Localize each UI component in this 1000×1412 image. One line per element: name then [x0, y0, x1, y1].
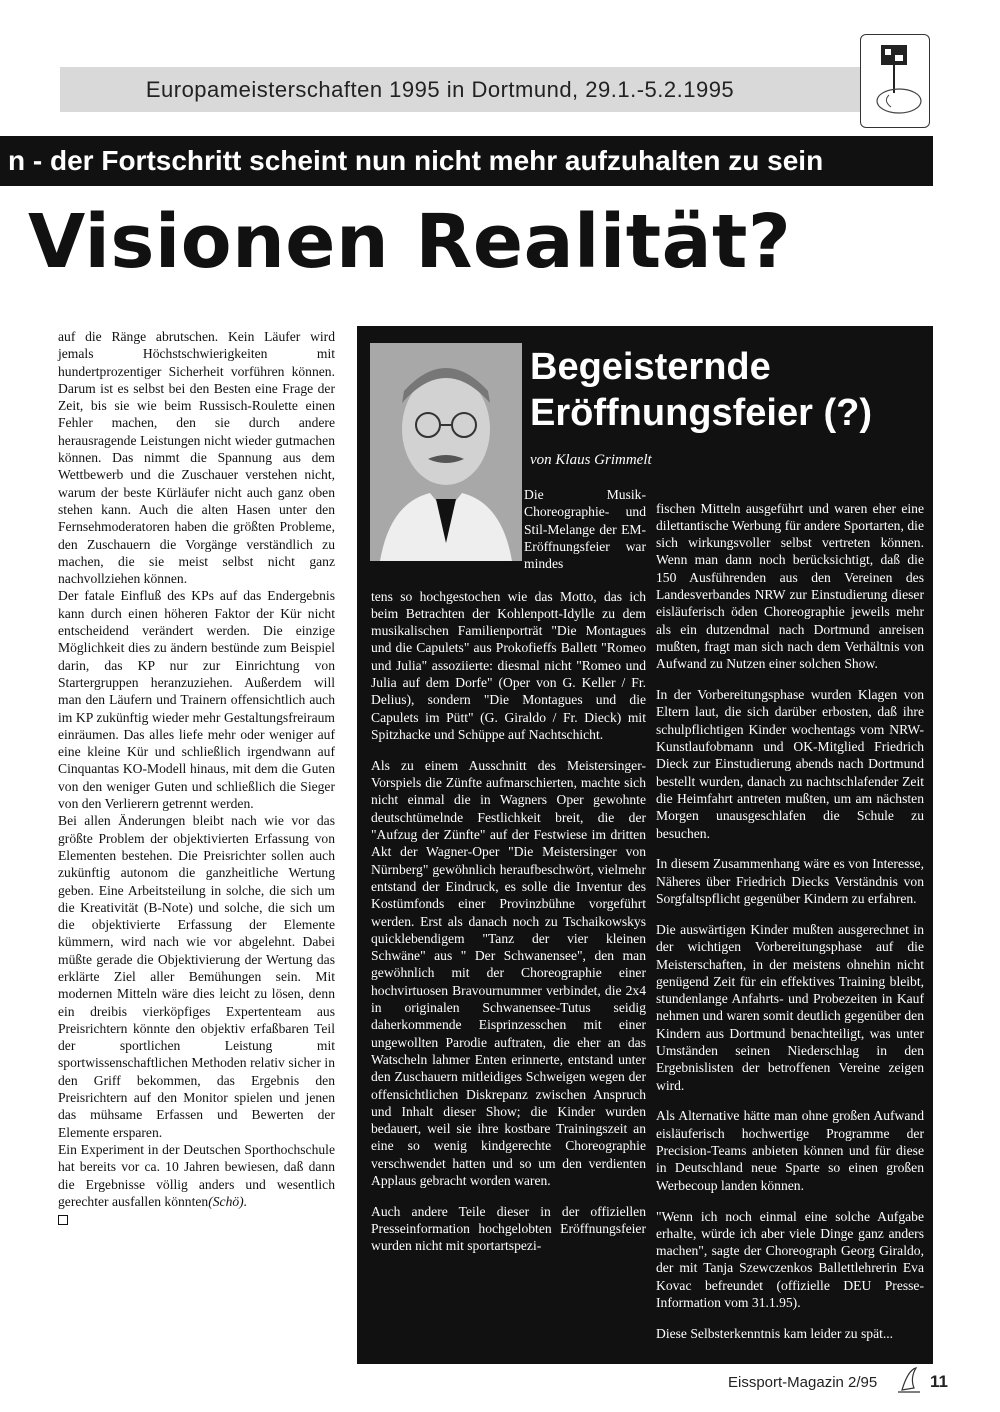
left-paragraph: Bei allen Änderungen bleibt nach wie vor das größte Problem der objektivierten Erfassung von Elementen bestehen. Die Preisrichter sollen auch zukünftig autonom die ganzheitliche Wertung geben. Eine Arbeitsteilung in solche, die sich um die Kreativität (B-Note) und solche, die sich um die objektivierte Erfassung der Elemente kümmern, wird nach wie vor abgelehnt. Dabei müßte gerade die Objektivierung der Wertung das erklärte Ziel aller Bemühungen sein. Mit modernen Mitteln wäre dies leicht zu lösen, denn ein dreibis vierköpfiges Expertenteam aus Preisrichtern könnte den objektiv erfaßbaren Teil der sportlichen Leistung mit sportwissenschaftlichen Methoden relativ sicher in den Griff bekommen, das Ergebnis den Preisrichtern auf den Monitor spielen und jenen das mühsame Erfassen und Bewerten der Elemente ersparen. [58, 813, 335, 1140]
box-paragraph: In der Vorbereitungsphase wurden Klagen von Eltern laut, die sich darüber erbosten, daß ihre schulpflichtigen Kinder wochentags vom NRW-Kunstlaufobmann und OK-Mitglied Friedrich Dieck zur Einstudierung abends nach Dortmund bestellt wurden, danach zu nachtschlafender Zeit die Heimfahrt antreten mußten, um am nächsten Morgen unausgeschlafen die Schule zu besuchen. [656, 687, 924, 841]
left-paragraph: Der fatale Einfluß des KPs auf das Endergebnis kann durch einen höheren Faktor der Kür nicht entscheidend verändert werden. Die einzige Möglichkeit dies zu ändern bestünde zum Beispiel darin, das KP nur zur Einrichtung von Startergruppen heranzuziehen. Außerdem will man den Läufern und Trainern offensichtlich auch im KP zukünftig wieder mehr Gestaltungsfreiraum einräumen. Das alles liefe mehr oder weniger auf eine kleine Kür und schließlich irgendwann auf Cinquantas KO-Modell hinaus, mit dem die Guten von den weniger Guten und schließlich die Sieger von den Verlierern getrennt werden. [58, 588, 335, 812]
box-paragraph: "Wenn ich noch einmal eine solche Aufgabe erhalte, würde ich aber viele Dinge ganz anders machen", sagte der Choreograph Georg Giraldo, der mit Tanja Szewczenkos Ballettlehrerin Eva Kovac befreundet (offizielle DEU Presse-Information vom 31.1.95). [656, 1208, 924, 1311]
box-paragraph: fischen Mitteln ausgeführt und waren eher eine dilettantische Werbung für andere Sportarten, die sich wirkungsvoller selbst vertreten können. Wenn man dann noch berücksichtigt, daß die 150 Ausführenden aus den Vereinen des Landesverbandes NRW zur Einstudierung dieser eisläuferisch öden Choreographie jeweils mehr als ein dutzendmal nach Dortmund anreisen mußten, fragt man sich nach dem Verhältnis von Aufwand zu Nutzen einer solchen Show. [656, 500, 924, 672]
box-title-line2: Eröffnungsfeier (?) [530, 392, 872, 434]
end-mark-icon [58, 1215, 68, 1225]
box-paragraph: Als zu einem Ausschnitt des Meistersinger-Vorspiels die Zünfte aufmarschierten, machte sich nicht einmal die in Wagners Oper gewohnte deutschtümelnde Festlichkeit breit, die der "Aufzug der Zünfte" auf der Festwiese im dritten Akt der Wagner-Oper "Die Meistersinger von Nürnberg" gewöhnlich heraufbeschwört, vielmehr entstand der Eindruck, es solle die Inventur des Kostümfonds einer Provinzbühne vorgeführt werden. Erst als danach noch zu Tschaikowskys quicklebendigem "Tanz der vier kleinen Schwäne" aus " Der Schwanensee", den man gewöhnlich mit der Choreographie einer hochvirtuosen Bravournummer verbindet, die 2x4 in originalen Schwanensee-Tutus seidig daherkommende Eisprinzesschen mit einer ungewollten Parodie auftraten, die eher an das Watscheln lahmer Enten erinnerte, entstand unter den Zuschauern mitleidiges Schweigen wegen der offensichtlichen Diskrepanz zwischen Anspruch und Inhalt dieser Show; die Kinder wurden bedauert, weil sie ihre kostbare Trainingszeit an eine so wenig kindgerechte Choreographie verschwendet hatten und so um den verdienten Applaus gebracht worden waren. [371, 757, 646, 1188]
author-signature: (Schö). [208, 1193, 248, 1209]
footer-magazine: Eissport-Magazin 2/95 [728, 1374, 878, 1391]
box-right-column [656, 486, 924, 1356]
article-title: Visionen Realität? [28, 199, 792, 285]
box-paragraph: Als Alternative hätte man ohne großen Aufwand eisläuferisch hochwertige Programme der Precision-Teams anbieten können und für diese in Deutschland neue Sparte so einen großen Werbecoup landen können. [656, 1108, 924, 1193]
article-subtitle: n - der Fortschritt scheint nun nicht mehr aufzuhalten zu sein [8, 145, 824, 176]
box-paragraph: Auch andere Teile dieser in der offiziellen Presseinformation hochgelobten Eröffnungsfeier wurden nicht mit sportartspezi- [371, 1203, 646, 1254]
left-column [58, 328, 335, 1227]
portrait-image [370, 343, 522, 561]
author-photo [370, 343, 522, 561]
box-middle-column [371, 574, 646, 1268]
left-paragraph-text: Ein Experiment in der Deutschen Sporthochschule hat bereits vor ca. 10 Jahren bewiesen, daß dann die Ergebnisse völlig anders und wesentlich gerechter ausfallen könnten [58, 1141, 335, 1209]
box-paragraph: Diese Selbsterkenntnis kam leider zu spät... [656, 1325, 894, 1341]
left-paragraph-last [58, 1141, 335, 1227]
left-paragraph: auf die Ränge abrutschen. Kein Läufer wird jemals Höchstschwierigkeiten mit hundertprozentiger Sicherheit vorführen können. Darum ist es selbst bei den Besten eine Frage der Zeit, bis sie wie beim Russisch-Roulette einen Fehler machen, den sie durch andere herausragende Leistungen nicht wieder gutmachen können. Das nimmt die Spannung aus dem Wettbewerb und die Zuschauer verstehen nicht, warum der beste Kürläufer nicht auch ganz oben stehen kann. Auch die alten Hasen unter den Fernsehmoderatoren haben die größten Probleme, den Zuschauern die Vorgänge verständlich zu machen, die sie meist selbst nicht ganz nachvollziehen können. [58, 329, 335, 587]
box-title [530, 344, 920, 436]
box-title-line1: Begeisternde [530, 346, 771, 388]
skater-logo-icon [861, 35, 929, 127]
skater-footer-icon [896, 1366, 922, 1394]
box-paragraph: Die auswärtigen Kinder mußten ausgerechnet in der wichtigen Vorbereitungsphase auf die Meisterschaften, in der meistens ohnehin nicht genügend Zeit für ein effektives Training bleibt, stundenlange Anfahrts- und Probezeiten in Kauf nehmen und waren somit deutlich gegenüber den Kindern aus Dortmund benachteiligt, was unter Umständen seinen Niederschlag in den Ergebnislisten der betroffenen Vereine zeigen wird. [656, 921, 924, 1093]
page-number: 11 [930, 1372, 948, 1391]
box-intro: Die Musik-Choreographie- und Stil-Melange der EM-Eröffnungsfeier war mindes [524, 487, 646, 572]
box-paragraph: tens so hochgestochen wie das Motto, das ich beim Betrachten der Kohlenpott-Idylle zu dem musikalischen Familienporträt "Die Montagues und die Capulets" aus Prokofieffs Ballett "Romeo und Julia" assoziierte: diesmal nicht "Romeo und Julia auf dem Dorfe" (Oper von G. Keller / Fr. Delius), sondern "Die Montagues und die Capulets im Pütt" (G. Giraldo / Fr. Dieck) mit Spitzhacke und Schüppe auf Nachtschicht. [371, 588, 646, 742]
magazine-logo [860, 34, 930, 128]
byline: von Klaus Grimmelt [530, 452, 652, 468]
box-paragraph: In diesem Zusammenhang wäre es von Interesse, Näheres über Friedrich Diecks Verständnis von Sorgfaltspflicht gegenüber Kindern zu erfahren. [656, 856, 924, 907]
event-header: Europameisterschaften 1995 in Dortmund, 29.1.-5.2.1995 [145, 77, 735, 102]
